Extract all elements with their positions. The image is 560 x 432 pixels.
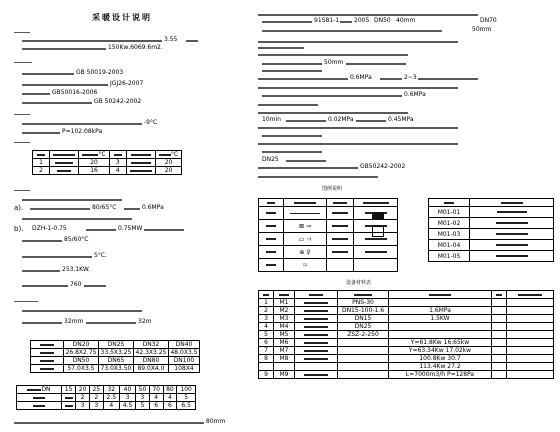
- pressure-drop: 0.02MPa: [328, 116, 354, 123]
- acceptance-standard: GB50242-2002: [360, 163, 406, 170]
- table-row: 3 3 4 4.5 5 6 6 6.5: [17, 402, 196, 410]
- boiler-model: DZH-1-0.75: [32, 225, 67, 232]
- indoor-temp-table: °C °C 1 20 3 20 2 16 4 20: [32, 150, 182, 175]
- radiator-icon: [372, 212, 384, 220]
- atlas-ref: 91S81-1: [314, 17, 340, 24]
- total-load: 253.1KW.: [62, 266, 91, 273]
- pipe-size-threshold: 32mm: [64, 318, 84, 325]
- design-pressure: 0.6MPa: [142, 204, 164, 211]
- table-row: 1 M1 PNS-30: [259, 299, 554, 307]
- legend-table: ⊠ ⊸ ▭ ⊣ ⊕ ♀ ⌑: [258, 198, 398, 272]
- drain-pipe-size: DN25: [262, 156, 279, 163]
- table-row: 26.8X2.75 33.5X3.25 42.3X3.25 48.0X3.5: [31, 349, 200, 357]
- table-row: 1 20 3 20: [33, 159, 182, 167]
- table-row: 9 M9 L=7000m3/h P=128Pa: [259, 371, 554, 379]
- table-row: 57.0X3.5 73.0X3.50 89.0X4.0 108X4: [31, 365, 200, 373]
- heating-load-area: 150Kw,6069.6m2.: [108, 44, 163, 51]
- drawing-sheet: 采暖设计说明 3.55 150Kw,6069.6m2. GB 50019-2003 JGJ26-2007 GB50016-2006 GB 50242-2002 -9°C P=102.08kPa °C °C 1 20 3 20 2 16 4 20 a). 80/65°C 0.6MPa b). DZH-1-0.75 0.75MW 85/60°C 5°C. 253.1KW. 760 32mm 32m DN20 DN25 DN32 DN40 26.8X2.75 33.5X3.25 42.3X3.25 48.0X3.5 DN50 DN65 DN80 DN100 57.0X3.5 73.0X3.50 89.0X4.0 108X4 DN 15 20 25 32 40 50 70 80 100 2 2 2.5 3 3 4 4 5 3 3 4 4.5 5 6 6 6.5 80mm 91S81-1 2005 DN50 40mm DN70 50mm 50mm 0.6MPa 2~3 0.6MPa 10min 0.02MPa 0.45MPa DN25 GB50242-2002 图例说明 ⊠ ⊸ ▭ ⊣ ⊕ ♀ ⌑ M01-01 M01-02 M01-03 M01-04 M01-05 设备材料表 1 M1 PNS-30 2 M2 DN15-100-1.6 1.6MPa 3 M3 DN15 1.5KW 4 M4 DN25 5 M5 ZSZ-2-250 6 M6 Y=61.8Kw 16.65kw 7 M7 Y=63.34Kw 17.02kw 8 M8 100.8Kw 30.7 113.4Kw 27.2 9 M9 L=7000m3/h P=128Pa: [0, 0, 560, 432]
- standard-3: GB50016-2006: [52, 89, 98, 96]
- support-spacing-table: DN 15 20 25 32 40 50 70 80 100 2 2 2.5 3 3 4 4 5 3 3 4 4.5 5 6 6 6.5: [16, 385, 196, 410]
- radiator-height: 760: [70, 281, 82, 288]
- table-row: 5 M5 ZSZ-2-250: [259, 331, 554, 339]
- equipment-table-title: 设备材料表: [346, 280, 372, 286]
- boiler-capacity: 0.75MW: [118, 225, 143, 232]
- drawing-list-table: M01-01 M01-02 M01-03 M01-04 M01-05: [428, 198, 554, 262]
- temp-diff: 5°C.: [94, 252, 107, 259]
- insulation-thickness: 50mm: [324, 59, 344, 66]
- table-row: 6 M6 Y=61.8Kw 16.65kw: [259, 339, 554, 347]
- standard-2: JGJ26-2007: [110, 80, 144, 87]
- table-row: 4 M4 DN25: [259, 323, 554, 331]
- boiler-water-temp: 85/60°C: [64, 236, 89, 243]
- table-row: 8 M8 100.8Kw 30.7: [259, 355, 554, 363]
- supply-return-temp: 80/65°C: [92, 204, 117, 211]
- table-row: 2 M2 DN15-100-1.6 1.6MPa: [259, 307, 554, 315]
- outdoor-pressure: P=102.08kPa: [62, 128, 103, 135]
- test-pressure: 0.6MPa: [350, 74, 372, 81]
- pressure-drop-2: 0.45MPa: [388, 116, 414, 123]
- standard-1: GB 50019-2003: [76, 69, 124, 76]
- pipe-size-table: DN20 DN25 DN32 DN40 26.8X2.75 33.5X3.25 42.3X3.25 48.0X3.5 DN50 DN65 DN80 DN100 57.0X3.5 73.0X3.50 89.0X4.0 108X4: [30, 340, 200, 373]
- table-row: 3 M3 DN15 1.5KW: [259, 315, 554, 323]
- system-pressure: 0.6MPa: [404, 91, 426, 98]
- test-duration: 10min: [262, 116, 281, 123]
- table-row: 7 M7 Y=63.34Kw 17.02kw: [259, 347, 554, 355]
- standard-4: GB 50242-2002: [94, 98, 142, 105]
- building-height: 3.55: [164, 36, 178, 43]
- table-row: 2 16 4 20: [33, 167, 182, 175]
- table-row: 113.4Kw 27.2: [259, 363, 554, 371]
- legend-title: 图例说明: [322, 186, 343, 192]
- outdoor-temp: -9°C: [144, 119, 158, 126]
- bottom-value: 80mm: [206, 418, 226, 425]
- page-title: 采暖设计说明: [92, 13, 152, 22]
- equipment-table: [258, 290, 554, 379]
- pipe-size-threshold-2: 32m: [138, 318, 152, 325]
- table-row: 2 2 2.5 3 3 4 4 5: [17, 394, 196, 402]
- valve-box-icon: [372, 226, 384, 237]
